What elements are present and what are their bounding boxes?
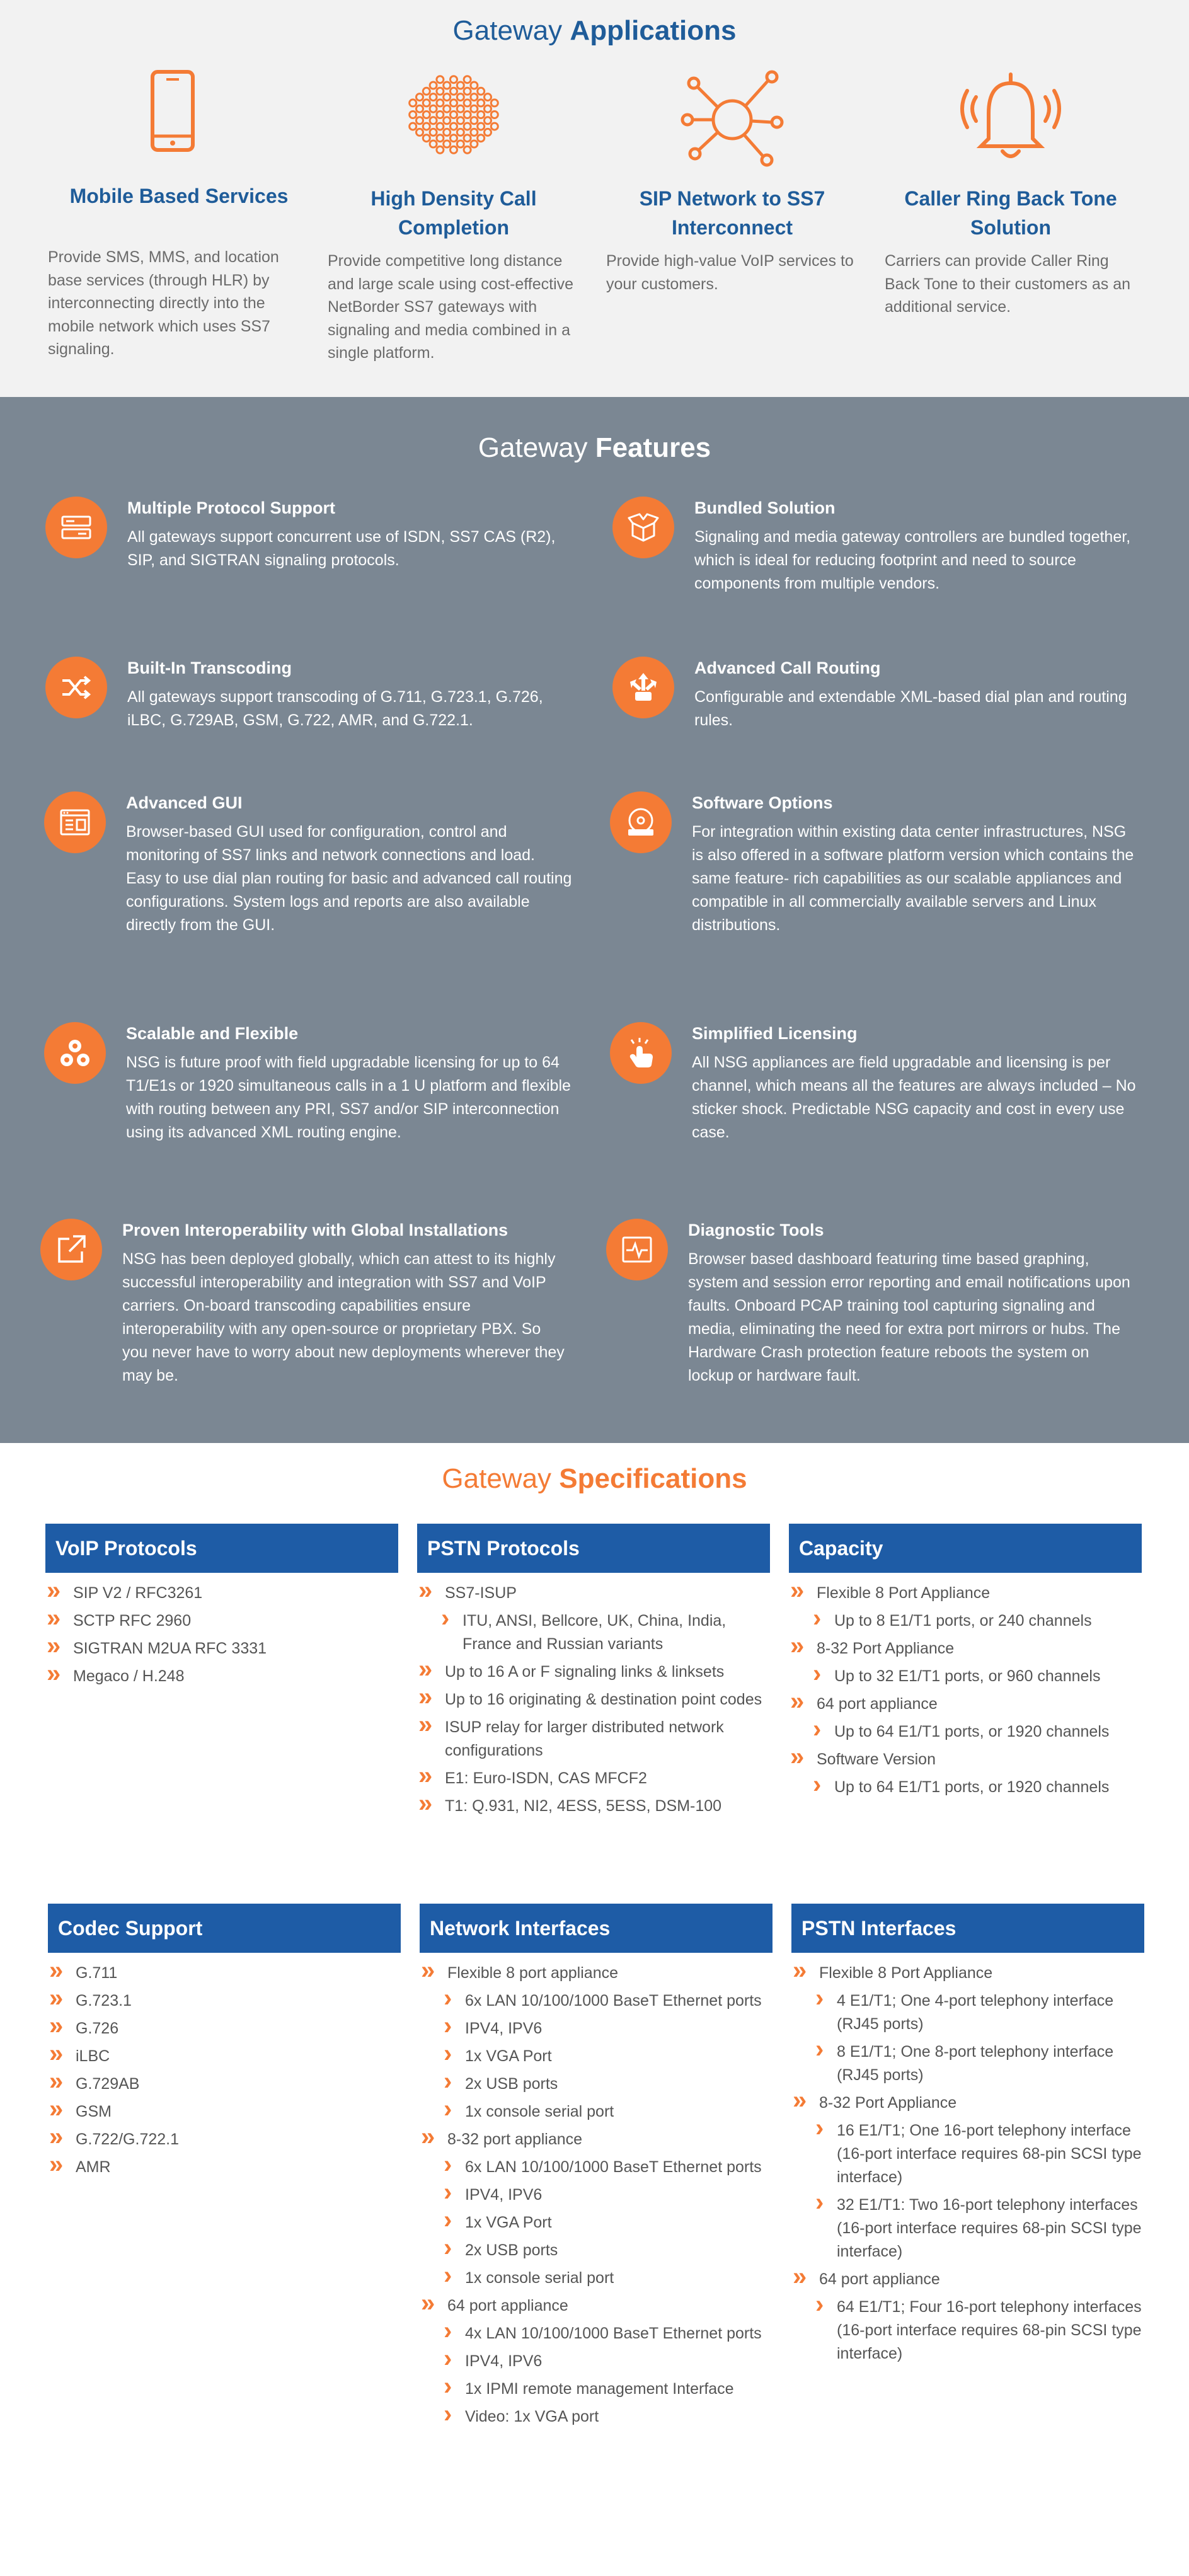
- dot-grid-ring: [464, 135, 471, 142]
- app-title: Caller Ring Back Tone Solution: [904, 187, 1117, 239]
- feature-title: Simplified Licensing: [692, 1024, 858, 1043]
- spec-heading: Codec Support: [48, 1904, 401, 1953]
- spec-list-item: » 8-32 Port Appliance: [791, 2091, 1144, 2115]
- spec-list-item: » SIGTRAN M2UA RFC 3331: [45, 1637, 398, 1660]
- spec-codec-support: [48, 1904, 401, 2183]
- app-desc: Carriers can provide Caller Ring Back Tone to their customers as an additional service.: [885, 252, 1131, 316]
- dot-grid-ring: [485, 117, 491, 124]
- dot-grid-ring: [491, 100, 498, 106]
- spec-list-item: › 1x IPMI remote management Interface: [420, 2378, 773, 2401]
- spec-list-item: » E1: Euro-ISDN, CAS MFCF2: [417, 1767, 770, 1790]
- spec-list-item: » 8-32 port appliance: [420, 2128, 773, 2151]
- spec-list-item: › 16 E1/T1; One 16-port telephony interface (16-port interface requires 68-pin SCSI type interface): [791, 2119, 1144, 2189]
- dot-grid-ring: [478, 112, 485, 118]
- dot-grid-ring: [451, 146, 457, 153]
- dot-grid-ring: [430, 129, 437, 135]
- spec-list-item: › 1x console serial port: [420, 2267, 773, 2290]
- spec-list-item: » ISUP relay for larger distributed network configurations: [417, 1716, 770, 1762]
- spec-list-item: › 6x LAN 10/100/1000 BaseT Ethernet ports: [420, 1989, 773, 2013]
- app-desc: Provide SMS, MMS, and location base services (through HLR) by interconnecting directly into the mobile network which uses SS7 signaling.: [48, 248, 279, 358]
- spec-pstn-interfaces: [791, 1904, 1144, 2370]
- dot-grid-ring: [485, 94, 491, 101]
- dot-grid-ring: [471, 82, 478, 89]
- dot-grid-ring: [430, 94, 437, 101]
- spec-list-item: » iLBC: [48, 2045, 401, 2068]
- pulse-monitor-icon: [606, 1219, 668, 1280]
- dot-grid-ring: [451, 123, 457, 130]
- spec-list-item: › Up to 64 E1/T1 ports, or 1920 channels: [789, 1720, 1142, 1744]
- dot-grid-ring: [451, 135, 457, 142]
- spec-list: [48, 1962, 401, 2179]
- feature-desc: All NSG appliances are field upgradable and licensing is per channel, which means all the features are always included – No sticker shock. Predictable NSG capacity and cost in every use case.: [692, 1054, 1136, 1141]
- browser-window-icon: [44, 791, 106, 853]
- feature-title: Scalable and Flexible: [126, 1024, 299, 1043]
- spec-list-item: » T1: Q.931, NI2, 4ESS, 5ESS, DSM-100: [417, 1795, 770, 1818]
- app-desc: Provide high-value VoIP services to your customers.: [606, 252, 854, 293]
- hand-tap-icon: [610, 1022, 672, 1084]
- dot-grid-ring: [416, 117, 423, 124]
- spec-list-item: » 64 port appliance: [791, 2268, 1144, 2291]
- spec-list-item: » Flexible 8 Port Appliance: [791, 1962, 1144, 1985]
- dot-grid-ring: [451, 88, 457, 95]
- dot-grid-ring: [471, 129, 478, 135]
- feature-title: Bundled Solution: [694, 498, 836, 517]
- dot-grid-ring: [410, 123, 416, 130]
- dot-grid-ring: [430, 105, 437, 112]
- spec-list-item: » SIP V2 / RFC3261: [45, 1582, 398, 1605]
- spec-list-item: » Software Version: [789, 1748, 1142, 1771]
- dot-grid-ring: [464, 100, 471, 106]
- network-hub-icon: [606, 69, 858, 170]
- spec-list-item: › 6x LAN 10/100/1000 BaseT Ethernet ports: [420, 2156, 773, 2179]
- spec-heading: VoIP Protocols: [45, 1524, 398, 1573]
- spec-heading: Network Interfaces: [420, 1904, 773, 1953]
- spec-list-item: » 64 port appliance: [789, 1693, 1142, 1716]
- spec-list-item: › Video: 1x VGA port: [420, 2405, 773, 2429]
- applications-section: [0, 0, 1189, 397]
- dot-grid-ring: [491, 112, 498, 118]
- shuffle-icon: [45, 657, 107, 718]
- dot-grid-ring: [444, 82, 451, 89]
- dot-grid-ring: [464, 146, 471, 153]
- dot-grid-ring: [471, 141, 478, 147]
- dot-grid-ring: [485, 129, 491, 135]
- dot-grid-ring: [430, 82, 437, 89]
- specifications-heading: Gateway Specifications: [442, 1463, 747, 1494]
- dot-grid-ring: [451, 112, 457, 118]
- dot-grid-ring: [410, 100, 416, 106]
- spec-list-item: › 1x console serial port: [420, 2100, 773, 2124]
- dot-grid-ring: [437, 100, 444, 106]
- spec-list-item: » Megaco / H.248: [45, 1665, 398, 1688]
- spec-heading: Capacity: [789, 1524, 1142, 1573]
- spec-list-item: › IPV4, IPV6: [420, 2183, 773, 2207]
- applications-heading: Gateway Applications: [452, 15, 737, 46]
- gears-icon: [44, 1022, 106, 1084]
- spec-list-item: » GSM: [48, 2100, 401, 2124]
- dot-grid-ring: [491, 123, 498, 130]
- dot-grid-ring: [451, 76, 457, 83]
- dot-grid-ring: [423, 123, 430, 130]
- spec-list-item: » Flexible 8 port appliance: [420, 1962, 773, 1985]
- spec-list-item: » 64 port appliance: [420, 2294, 773, 2318]
- feature-desc: All gateways support transcoding of G.711, G.723.1, G.726, iLBC, G.729AB, GSM, G.722, AMR, and G.722.1.: [127, 688, 543, 729]
- features-section: [0, 397, 1189, 1443]
- app-title: SIP Network to SS7 Interconnect: [639, 187, 825, 239]
- dot-grid-ring: [437, 146, 444, 153]
- spec-list-item: » G.729AB: [48, 2073, 401, 2096]
- spec-list: [791, 1962, 1144, 2366]
- dot-grid-ring: [478, 123, 485, 130]
- spec-list-item: » SCTP RFC 2960: [45, 1609, 398, 1633]
- dot-grid-ring: [471, 117, 478, 124]
- spec-list-item: › Up to 8 E1/T1 ports, or 240 channels: [789, 1609, 1142, 1633]
- dot-grid-ring: [430, 141, 437, 147]
- feature-title: Advanced Call Routing: [694, 658, 881, 677]
- spec-list-item: » G.711: [48, 1962, 401, 1985]
- spec-list-item: » AMR: [48, 2156, 401, 2179]
- spec-list-item: › 1x VGA Port: [420, 2045, 773, 2068]
- spec-list: [45, 1582, 398, 1688]
- dot-grid-ring: [464, 88, 471, 95]
- spec-list-item: › ITU, ANSI, Bellcore, UK, China, India, France and Russian variants: [417, 1609, 770, 1656]
- spec-list-item: › 2x USB ports: [420, 2239, 773, 2262]
- dot-grid-ring: [478, 100, 485, 106]
- spec-list-item: › 4x LAN 10/100/1000 BaseT Ethernet ports: [420, 2322, 773, 2345]
- feature-title: Proven Interoperability with Global Installations: [122, 1221, 508, 1239]
- spec-network-interfaces: [420, 1904, 773, 2433]
- spec-list-item: » G.723.1: [48, 1989, 401, 2013]
- spec-list-item: › 8 E1/T1; One 8-port telephony interface (RJ45 ports): [791, 2040, 1144, 2087]
- spec-list-item: » Up to 16 A or F signaling links & linksets: [417, 1660, 770, 1684]
- spec-list: [417, 1582, 770, 1818]
- dot-grid-ring: [416, 129, 423, 135]
- spec-list-item: » Up to 16 originating & destination point codes: [417, 1688, 770, 1711]
- app-desc: Provide competitive long distance and large scale using cost-effective NetBorder SS7 gateways with signaling and media combined in a single platform.: [328, 252, 574, 362]
- feature-desc: For integration within existing data center infrastructures, NSG is also offered in a software platform version which contains the same feature- rich capabilities as our scalable appliances and compatible in all commercially available servers and Linux distributions.: [692, 823, 1134, 934]
- dot-grid-ring: [437, 135, 444, 142]
- dot-grid-ring: [478, 88, 485, 95]
- app-title: High Density Call Completion: [370, 187, 537, 239]
- protocol-icon: [45, 497, 107, 558]
- spec-list-item: › Up to 64 E1/T1 ports, or 1920 channels: [789, 1776, 1142, 1799]
- dot-grid-ring: [430, 117, 437, 124]
- feature-title: Software Options: [692, 793, 833, 812]
- mobile-phone-icon: [48, 69, 300, 170]
- dot-grid-ring: [464, 123, 471, 130]
- dot-grid-ring: [444, 129, 451, 135]
- spec-voip-protocols: [45, 1524, 398, 1693]
- dot-grid-ring: [444, 105, 451, 112]
- dot-grid-ring: [444, 94, 451, 101]
- dot-grid-ring: [416, 105, 423, 112]
- app-title: Mobile Based Services: [69, 185, 289, 207]
- feature-desc: Configurable and extendable XML-based dial plan and routing rules.: [694, 688, 1127, 729]
- feature-desc: Signaling and media gateway controllers are bundled together, which is ideal for reducing footprint and need to source components from multiple vendors.: [694, 528, 1131, 592]
- feature-desc: NSG is future proof with field upgradable licensing for up to 64 T1/E1s or 1920 simultaneous calls in a 1 U platform and flexible with routing between any PRI, SS7 and/or SIP interconnection using its advanced XML routing engine.: [126, 1054, 571, 1141]
- spec-list-item: » SS7-ISUP: [417, 1582, 770, 1605]
- spec-list-item: › 2x USB ports: [420, 2073, 773, 2096]
- spec-heading: PSTN Interfaces: [791, 1904, 1144, 1953]
- feature-desc: NSG has been deployed globally, which can attest to its highly successful interoperability and integration with SS7 and VoIP carriers. On-board transcoding capabilities ensure interoperability with any open-source or proprietary PBX. So you never have to worry about new deployments wherever they may be.: [122, 1250, 565, 1384]
- box-icon: [612, 497, 674, 558]
- feature-title: Multiple Protocol Support: [127, 498, 335, 517]
- spec-heading: PSTN Protocols: [417, 1524, 770, 1573]
- dot-grid-ring: [471, 94, 478, 101]
- dot-grid-ring: [437, 123, 444, 130]
- dot-grid-ring: [451, 100, 457, 106]
- routing-icon: [612, 657, 674, 718]
- dot-grid-ring: [423, 88, 430, 95]
- spec-list-item: › IPV4, IPV6: [420, 2017, 773, 2040]
- spec-list-item: › Up to 32 E1/T1 ports, or 960 channels: [789, 1665, 1142, 1688]
- feature-title: Diagnostic Tools: [688, 1221, 824, 1239]
- dot-grid-ring: [423, 112, 430, 118]
- spec-list-item: » G.722/G.722.1: [48, 2128, 401, 2151]
- dot-grid-icon: [328, 69, 580, 170]
- dot-grid-ring: [444, 117, 451, 124]
- dot-grid-ring: [416, 94, 423, 101]
- dot-grid-ring: [437, 76, 444, 83]
- dot-grid-ring: [464, 112, 471, 118]
- dot-grid-ring: [457, 105, 464, 112]
- dot-grid-ring: [457, 82, 464, 89]
- dot-grid-ring: [437, 112, 444, 118]
- feature-desc: Browser based dashboard featuring time based graphing, system and session error reporting and email notifications upon faults. Onboard PCAP training tool capturing signaling and media, eliminating the need for extra port mirrors or hubs. The Hardware Crash protection feature reboots the system on lockup or hardware fault.: [688, 1250, 1130, 1384]
- dot-grid-ring: [471, 105, 478, 112]
- spec-list-item: » Flexible 8 Port Appliance: [789, 1582, 1142, 1605]
- disc-drive-icon: [610, 791, 672, 853]
- external-link-icon: [40, 1219, 102, 1280]
- dot-grid-ring: [457, 129, 464, 135]
- spec-pstn-protocols: [417, 1524, 770, 1822]
- feature-title: Built-In Transcoding: [127, 658, 292, 677]
- dot-grid-ring: [423, 135, 430, 142]
- spec-list-item: › IPV4, IPV6: [420, 2350, 773, 2373]
- spec-list-item: » G.726: [48, 2017, 401, 2040]
- feature-desc: All gateways support concurrent use of ISDN, SS7 CAS (R2), SIP, and SIGTRAN signaling protocols.: [127, 528, 556, 569]
- dot-grid-ring: [485, 105, 491, 112]
- features-heading: Gateway Features: [478, 432, 711, 463]
- ringing-bell-icon: [885, 69, 1137, 170]
- feature-desc: Browser-based GUI used for configuration, control and monitoring of SS7 links and network connections and load. Easy to use dial plan routing for basic and advanced call routing configurations. System logs and reports are also available directly from the GUI.: [126, 823, 572, 934]
- spec-list-item: › 32 E1/T1: Two 16-port telephony interfaces (16-port interface requires 68-pin SCSI type interface): [791, 2194, 1144, 2263]
- spec-list-item: › 64 E1/T1; Four 16-port telephony interfaces (16-port interface requires 68-pin SCSI type interface): [791, 2296, 1144, 2366]
- feature-title: Advanced GUI: [126, 793, 243, 812]
- spec-list-item: › 4 E1/T1; One 4-port telephony interface (RJ45 ports): [791, 1989, 1144, 2036]
- dot-grid-ring: [457, 117, 464, 124]
- spec-capacity: [789, 1524, 1142, 1803]
- dot-grid-ring: [410, 112, 416, 118]
- dot-grid-ring: [457, 94, 464, 101]
- spec-list-item: » 8-32 Port Appliance: [789, 1637, 1142, 1660]
- dot-grid-ring: [444, 141, 451, 147]
- dot-grid-ring: [423, 100, 430, 106]
- spec-list: [789, 1582, 1142, 1799]
- spec-list: [420, 1962, 773, 2429]
- dot-grid-ring: [437, 88, 444, 95]
- dot-grid-ring: [457, 141, 464, 147]
- dot-grid-ring: [464, 76, 471, 83]
- dot-grid-ring: [478, 135, 485, 142]
- spec-list-item: › 1x VGA Port: [420, 2211, 773, 2234]
